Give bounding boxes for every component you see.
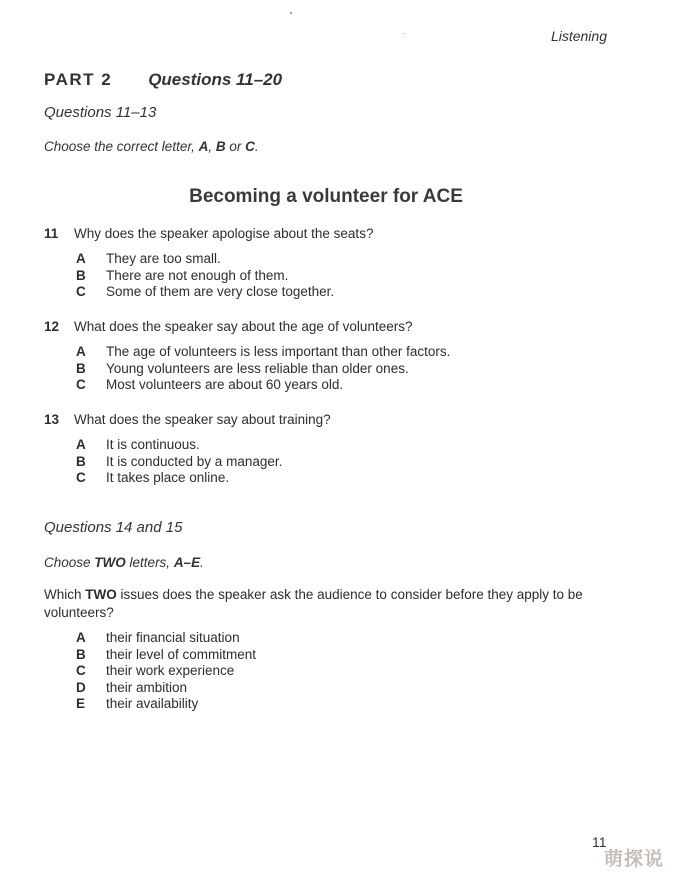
option-a[interactable] bbox=[76, 344, 450, 361]
prompt-two: TWO bbox=[85, 587, 117, 602]
option-c[interactable] bbox=[76, 284, 334, 301]
instruction-end: . bbox=[200, 555, 204, 570]
option-text: The age of volunteers is less important than other factors. bbox=[106, 344, 451, 359]
group2-options bbox=[76, 630, 256, 713]
section-label: Listening bbox=[550, 28, 607, 44]
instruction-letter-b: B bbox=[215, 139, 226, 154]
option-letter: C bbox=[76, 284, 86, 300]
group2-heading: Questions 14 and 15 bbox=[44, 519, 183, 536]
option-letter: C bbox=[76, 470, 86, 486]
option-text: They are too small. bbox=[106, 251, 221, 266]
question-text: Why does the speaker apologise about the seats? bbox=[74, 226, 374, 241]
question-12 bbox=[44, 319, 412, 334]
option-b[interactable] bbox=[76, 268, 334, 285]
option-letter: A bbox=[76, 630, 86, 645]
question-11-options bbox=[76, 251, 334, 301]
option-text: It is continuous. bbox=[106, 437, 200, 452]
option-letter: C bbox=[76, 663, 86, 679]
option-letter: C bbox=[76, 377, 86, 393]
question-number: 12 bbox=[44, 319, 60, 334]
option-text: their availability bbox=[106, 696, 199, 712]
instruction-letter-c: C bbox=[245, 139, 255, 154]
question-11 bbox=[44, 226, 373, 241]
option-b[interactable] bbox=[76, 647, 256, 664]
instruction-two: TWO bbox=[94, 555, 126, 570]
section-title: Becoming a volunteer for ACE bbox=[189, 186, 463, 207]
instruction-or: or bbox=[225, 139, 246, 154]
part-heading bbox=[44, 70, 282, 90]
question-13 bbox=[44, 412, 331, 427]
option-c[interactable] bbox=[76, 663, 256, 680]
instruction-text: letters, bbox=[125, 555, 174, 570]
option-a[interactable] bbox=[76, 437, 282, 454]
question-range: Questions 11–20 bbox=[148, 70, 283, 89]
option-b[interactable] bbox=[76, 454, 282, 471]
scan-speck bbox=[290, 12, 292, 14]
question-12-options bbox=[76, 344, 450, 394]
prompt-text: Which bbox=[44, 587, 86, 602]
option-letter: B bbox=[76, 453, 86, 469]
option-e[interactable] bbox=[76, 696, 256, 713]
option-letter: B bbox=[76, 646, 86, 662]
option-b[interactable] bbox=[76, 361, 450, 378]
option-letter: A bbox=[76, 344, 86, 359]
instruction-text: Choose the correct letter, bbox=[44, 139, 199, 154]
option-text: their level of commitment bbox=[106, 646, 257, 662]
option-letter: A bbox=[76, 251, 86, 266]
option-letter: B bbox=[76, 267, 86, 283]
option-c[interactable] bbox=[76, 470, 282, 487]
instruction-text: Choose bbox=[44, 555, 95, 570]
option-text: It takes place online. bbox=[106, 470, 230, 486]
instruction-end: . bbox=[254, 139, 259, 154]
prompt-text: issues does the speaker ask the audience to consider before they apply to be volunteers? bbox=[44, 587, 583, 620]
watermark: 萌探说 bbox=[604, 849, 665, 870]
question-number: 11 bbox=[44, 226, 59, 241]
option-text: Most volunteers are about 60 years old. bbox=[106, 377, 344, 393]
option-text: Some of them are very close together. bbox=[106, 284, 335, 300]
option-letter: B bbox=[76, 360, 86, 376]
option-c[interactable] bbox=[76, 377, 450, 394]
instruction-range: A–E bbox=[173, 555, 201, 570]
group2-prompt bbox=[44, 586, 614, 622]
option-text: It is conducted by a manager. bbox=[106, 453, 283, 469]
question-text: What does the speaker say about the age of volunteers? bbox=[74, 319, 413, 334]
instruction-letter-a: A bbox=[198, 139, 209, 154]
question-13-options bbox=[76, 437, 282, 487]
option-text: their ambition bbox=[106, 679, 188, 695]
part-label: PART 2 bbox=[44, 70, 113, 89]
option-text: their financial situation bbox=[106, 630, 240, 645]
instruction-separator: , bbox=[208, 139, 216, 154]
question-number: 13 bbox=[44, 412, 60, 427]
question-text: What does the speaker say about training? bbox=[74, 412, 331, 427]
scan-speck bbox=[404, 33, 405, 34]
option-letter: A bbox=[76, 437, 86, 452]
option-text: There are not enough of them. bbox=[106, 267, 289, 283]
group1-heading: Questions 11–13 bbox=[44, 104, 157, 121]
group1-instruction bbox=[44, 139, 259, 154]
option-a[interactable] bbox=[76, 251, 334, 268]
option-letter: E bbox=[76, 696, 86, 712]
group2-instruction bbox=[44, 555, 204, 570]
option-letter: D bbox=[76, 679, 86, 695]
page-number: 11 bbox=[592, 834, 607, 850]
option-text: their work experience bbox=[106, 663, 235, 679]
option-d[interactable] bbox=[76, 680, 256, 697]
option-a[interactable] bbox=[76, 630, 256, 647]
option-text: Young volunteers are less reliable than older ones. bbox=[106, 360, 409, 376]
